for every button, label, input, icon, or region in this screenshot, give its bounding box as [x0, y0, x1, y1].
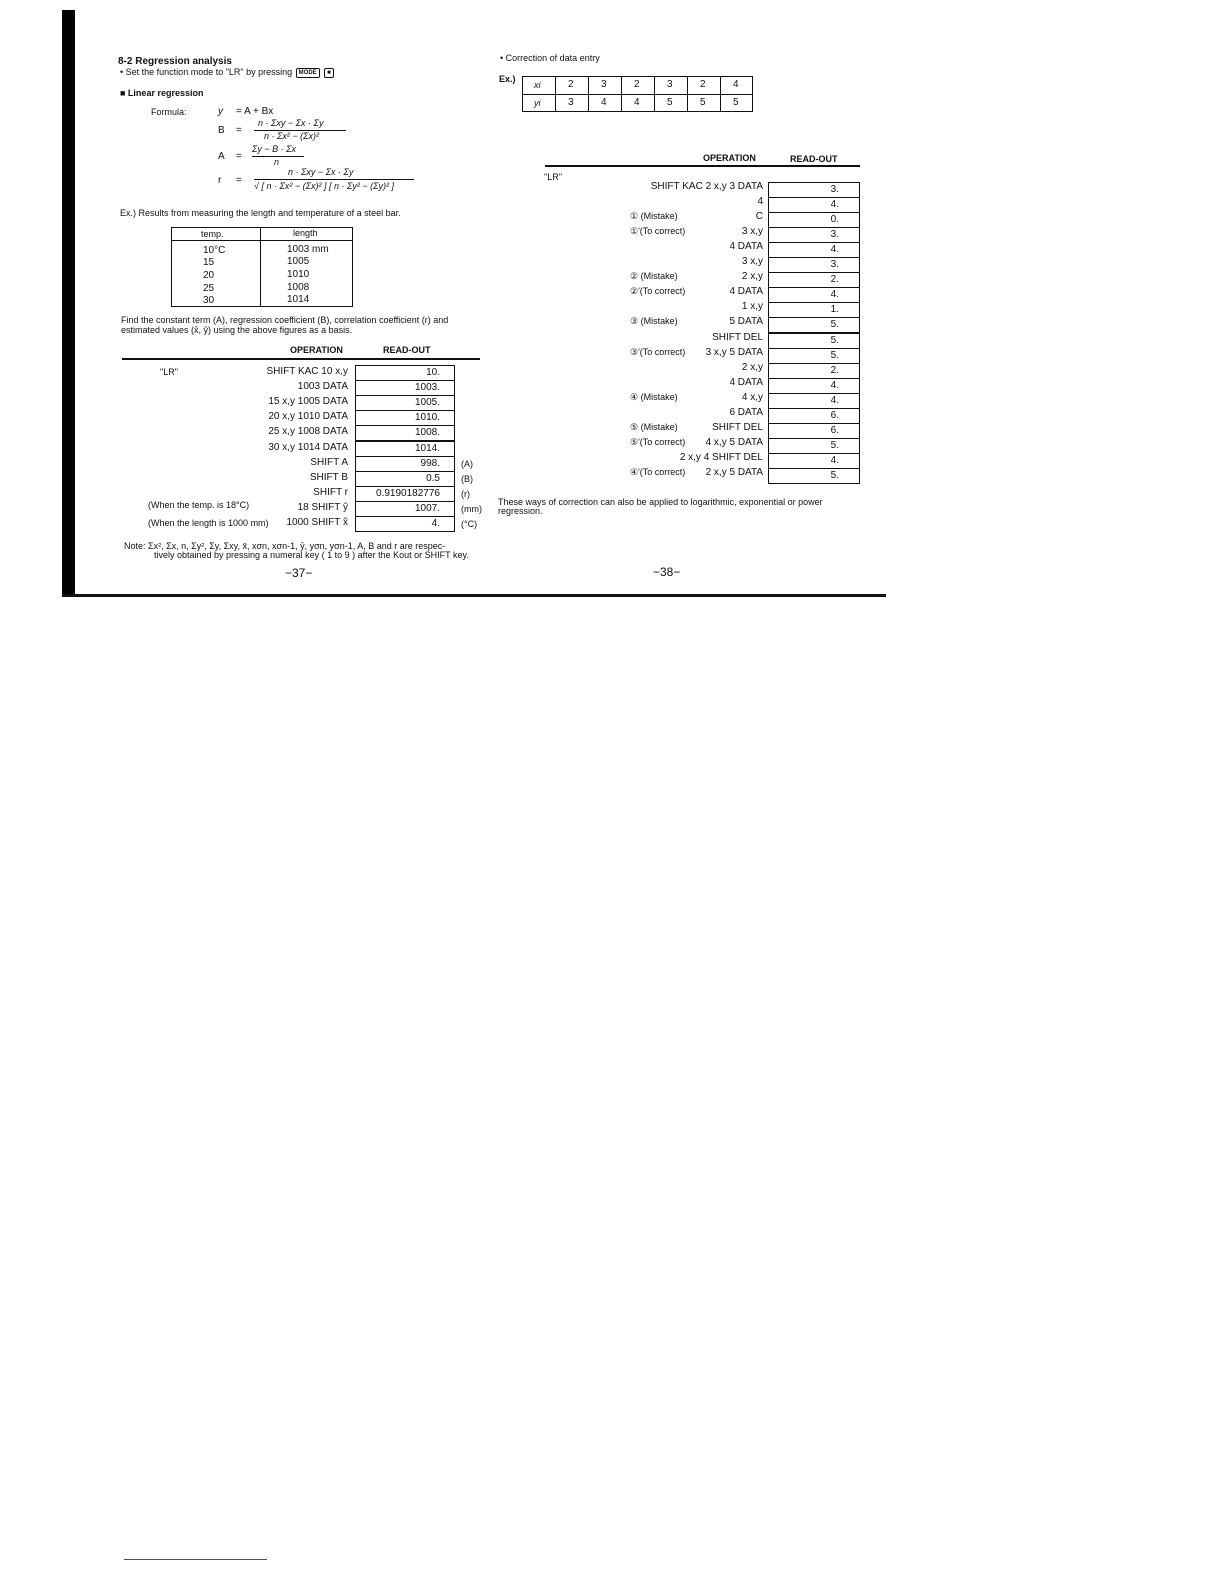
operation-keys: SHIFT r	[313, 486, 348, 498]
step-label: ⑤'(To correct)	[630, 436, 686, 447]
lr-key: ■	[324, 68, 334, 78]
operation-keys: SHIFT DEL	[712, 421, 763, 433]
xy-cell: 5	[700, 97, 706, 108]
result-symbol: (B)	[461, 473, 473, 484]
operation-keys: SHIFT KAC 10 x,y	[266, 366, 348, 377]
operation-keys: 4 x,y	[741, 391, 763, 403]
note-line-1: Note: Σx², Σx, n, Σy², Σy, Σxy, x̄, xσn, xσn-1, ȳ, yσn, yσn-1, A, B and r are respec-	[124, 541, 446, 551]
lr-label-right: "LR"	[544, 172, 562, 182]
xy-cell: 5	[667, 97, 673, 108]
readout-value: 1007.	[355, 501, 455, 517]
operation-keys: 4 x,y 5 DATA	[705, 436, 763, 448]
step-label: ④'(To correct)	[630, 466, 686, 477]
readout-value: 0.	[768, 212, 860, 228]
find-text-1: Find the constant term (A), regression coefficient (B), correlation coefficient (r) and	[121, 315, 449, 325]
readout-value: 1014.	[355, 441, 455, 457]
table-cell: 10°C	[203, 245, 226, 256]
operation-header: OPERATION	[290, 345, 343, 355]
readout-value: 1005.	[355, 395, 455, 411]
xy-cell: 4	[634, 97, 640, 108]
readout-value: 2.	[768, 272, 860, 288]
page-number-left: −37−	[285, 566, 313, 580]
page-number-right: −38−	[653, 565, 681, 579]
formula-r-denominator: √ [ n · Σx² − (Σx)² ] [ n · Σy² − (Σy)² ]	[254, 181, 395, 191]
readout-value: 1010.	[355, 410, 455, 426]
formula-a-numerator: Σy − B · Σx	[252, 144, 297, 154]
operation-keys: SHIFT A	[310, 456, 348, 468]
operation-keys: 30 x,y 1014 DATA	[268, 441, 348, 453]
note-line-2: tively obtained by pressing a numeral key ( 1 to 9 ) after the Kout or SHIFT key.	[154, 550, 469, 560]
operation-keys: 4 DATA	[729, 376, 763, 388]
step-label: ③ (Mistake)	[630, 316, 678, 327]
xy-cell: 3	[568, 97, 574, 108]
header-rule	[122, 358, 480, 360]
mode-key: MODE	[296, 68, 320, 78]
xy-row-label: xi	[534, 80, 541, 90]
operation-keys: 3 x,y	[741, 226, 763, 238]
readout-value: 3.	[768, 227, 860, 243]
readout-value: 3.	[768, 257, 860, 273]
operation-header-right: OPERATION	[703, 153, 756, 163]
operation-keys: 4	[757, 196, 763, 208]
operation-keys: 15 x,y 1005 DATA	[268, 396, 348, 408]
operation-keys: SHIFT DEL	[712, 331, 763, 343]
formula-b-denominator: n · Σx² − (Σx)²	[264, 131, 320, 141]
example-text: Ex.) Results from measuring the length and temperature of a steel bar.	[120, 208, 401, 218]
formula-b-numerator: n · Σxy − Σx · Σy	[258, 118, 324, 128]
xy-cell: 2	[634, 79, 640, 90]
readout-value: 1008.	[355, 425, 455, 441]
readout-value: 1003.	[355, 380, 455, 396]
mode-instruction-text: • Set the function mode to "LR" by pressing	[120, 67, 293, 77]
table-header-temp: temp.	[201, 229, 224, 239]
xy-cell: 4	[601, 97, 607, 108]
readout-value: 6.	[768, 423, 860, 439]
readout-value: 5.	[768, 438, 860, 454]
mode-instruction	[120, 67, 335, 78]
readout-value: 5.	[768, 333, 860, 349]
operation-keys: 3 x,y 5 DATA	[705, 346, 763, 358]
formula-r-fraction-bar	[254, 179, 414, 180]
ex-label: Ex.)	[499, 74, 516, 84]
page-bottom-rule	[62, 594, 886, 597]
table-cell: 25	[203, 283, 215, 294]
step-label: ④ (Mistake)	[630, 391, 678, 402]
when-temp-note: (When the temp. is 18°C)	[148, 500, 250, 510]
operation-keys: 20 x,y 1010 DATA	[268, 411, 348, 423]
operation-keys: 3 x,y	[741, 256, 763, 268]
readout-value: 0.5	[355, 471, 455, 487]
binding-spine	[62, 10, 75, 596]
operation-keys: 2 x,y	[741, 271, 763, 283]
table-header-length: length	[293, 228, 318, 238]
step-label: ② (Mistake)	[630, 271, 678, 282]
table-cell: 1005	[287, 256, 310, 267]
table-cell: 1003 mm	[287, 244, 329, 255]
operation-keys: 1003 DATA	[297, 381, 348, 393]
step-label: ① (Mistake)	[630, 211, 678, 222]
readout-header: READ-OUT	[383, 345, 431, 355]
operation-keys: 4 DATA	[729, 241, 763, 253]
step-label: ⑤ (Mistake)	[630, 421, 678, 432]
result-symbol: (r)	[461, 488, 470, 499]
xy-cell: 3	[601, 79, 607, 90]
table-cell: 1014	[287, 294, 310, 305]
step-label: ②'(To correct)	[630, 286, 686, 297]
readout-value: 3.	[768, 182, 860, 198]
operation-keys: 1 x,y	[741, 301, 763, 313]
table-cell: 1008	[287, 282, 310, 293]
footer-underline	[124, 1559, 267, 1560]
formula-y-lhs: y	[218, 106, 223, 117]
readout-value: 4.	[768, 393, 860, 409]
formula-b-lhs: B	[218, 125, 225, 136]
formula-a-eq: =	[236, 151, 242, 162]
operation-keys: 2 x,y 4 SHIFT DEL	[679, 451, 763, 463]
formula-r-numerator: n · Σxy − Σx · Σy	[288, 167, 354, 177]
operation-keys: 5 DATA	[729, 316, 763, 328]
result-symbol: (mm)	[461, 503, 482, 514]
header-rule-right	[545, 165, 860, 167]
correction-title: • Correction of data entry	[500, 53, 600, 63]
operation-keys: 6 DATA	[729, 406, 763, 418]
section-title: 8-2 Regression analysis	[118, 56, 232, 67]
formula-y-rhs: = A + Bx	[236, 106, 274, 117]
xy-cell: 5	[733, 97, 739, 108]
sub-title: ■ Linear regression	[120, 88, 204, 98]
lr-label: "LR"	[160, 367, 178, 377]
readout-value: 5.	[768, 468, 860, 484]
formula-a-lhs: A	[218, 151, 225, 162]
readout-value: 4.	[768, 378, 860, 394]
table-cell: 15	[203, 257, 215, 268]
when-length-note: (When the length is 1000 mm)	[148, 518, 269, 528]
xy-row-label: yi	[534, 98, 541, 108]
operation-keys: 4 DATA	[729, 286, 763, 298]
xy-cell: 3	[667, 79, 673, 90]
readout-value: 5.	[768, 317, 860, 333]
find-text-2: estimated values (x̂, ŷ) using the above figures as a basis.	[121, 325, 353, 335]
readout-header-right: READ-OUT	[790, 154, 838, 164]
footer-text-2: regression.	[498, 506, 543, 516]
readout-value: 1.	[768, 302, 860, 318]
readout-value: 998.	[355, 456, 455, 472]
operation-keys: 18 SHIFT ŷ	[297, 501, 348, 513]
step-label: ①'(To correct)	[630, 226, 686, 237]
xy-cell: 2	[700, 79, 706, 90]
result-symbol: (A)	[461, 458, 473, 469]
xy-cell: 4	[733, 79, 739, 90]
operation-keys: 25 x,y 1008 DATA	[268, 426, 348, 438]
operation-keys: 1000 SHIFT x̂	[286, 517, 348, 528]
readout-value: 5.	[768, 348, 860, 364]
table-cell: 30	[203, 295, 215, 306]
result-symbol: (°C)	[461, 519, 478, 529]
table-cell: 20	[203, 270, 215, 281]
readout-value: 10.	[355, 365, 455, 381]
xy-cell: 2	[568, 79, 574, 90]
readout-value: 6.	[768, 408, 860, 424]
formula-label: Formula:	[151, 107, 187, 117]
readout-value: 4.	[768, 287, 860, 303]
formula-a-denominator: n	[274, 157, 280, 167]
footer-text-1: These ways of correction can also be applied to logarithmic, exponential or power	[498, 497, 823, 507]
xy-table-divider	[522, 94, 753, 95]
operation-keys: SHIFT KAC 2 x,y 3 DATA	[650, 181, 763, 192]
readout-value: 4.	[768, 453, 860, 469]
operation-keys: 2 x,y	[741, 361, 763, 373]
readout-value: 4.	[768, 197, 860, 213]
operation-keys: SHIFT B	[309, 471, 348, 483]
operation-keys: C	[755, 211, 763, 223]
readout-value: 4.	[768, 242, 860, 258]
readout-value: 0.9190182776	[355, 486, 455, 502]
formula-b-eq: =	[236, 125, 242, 136]
readout-value: 2.	[768, 363, 860, 379]
formula-r-lhs: r	[218, 175, 222, 186]
operation-keys: 2 x,y 5 DATA	[705, 466, 763, 478]
table-cell: 1010	[287, 269, 310, 280]
step-label: ③'(To correct)	[630, 346, 686, 357]
formula-r-eq: =	[236, 175, 242, 186]
readout-value: 4.	[355, 516, 455, 532]
